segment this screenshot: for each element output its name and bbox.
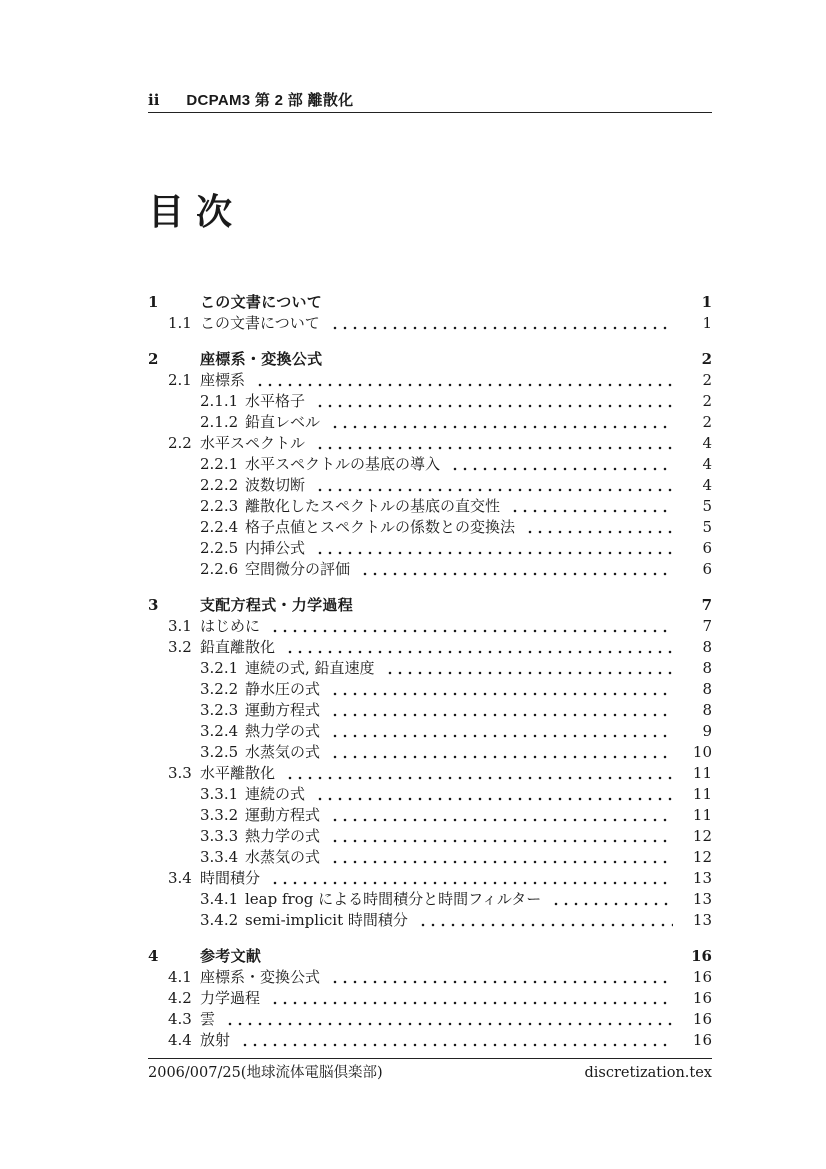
dot-leader	[327, 412, 673, 433]
entry-page-number: 16	[692, 1010, 712, 1028]
dot-leader	[312, 784, 673, 805]
dot-leader	[548, 889, 673, 910]
entry-title: 水平スペクトル	[200, 434, 306, 452]
entry-page-number: 6	[702, 539, 712, 557]
entry-title: 離散化したスペクトルの基底の直交性	[245, 497, 501, 515]
chapter-number: 2	[148, 350, 159, 368]
entry-number: 2.2	[168, 434, 192, 452]
chapter-spacer	[353, 595, 686, 616]
toc-entry-row	[148, 412, 712, 433]
entry-number: 3.4.1	[200, 890, 239, 908]
entry-page-number: 11	[692, 806, 712, 824]
toc-entry-row	[148, 910, 712, 931]
toc-list	[148, 292, 712, 1051]
entry-page-number: 4	[702, 434, 712, 452]
toc-entry-row	[148, 1009, 712, 1030]
entry-number: 2.2.2	[200, 476, 239, 494]
toc-entry-row	[148, 700, 712, 721]
entry-number: 2.2.4	[200, 518, 239, 536]
entry-number: 3.2.4	[200, 722, 239, 740]
entry-title: 座標系	[200, 371, 246, 389]
toc-entry-row	[148, 637, 712, 658]
entry-title: 雲	[200, 1010, 216, 1028]
entry-title: 水平格子	[245, 392, 306, 410]
dot-leader	[327, 700, 673, 721]
toc-entry-row	[148, 784, 712, 805]
toc-entry-row	[148, 826, 712, 847]
entry-title: 鉛直離散化	[200, 638, 276, 656]
toc-entry-row	[148, 868, 712, 889]
toc-entry-row	[148, 433, 712, 454]
entry-number: 1.1	[168, 314, 192, 332]
entry-page-number: 8	[702, 638, 712, 656]
dot-leader	[357, 559, 673, 580]
toc-title: 目 次	[148, 191, 234, 232]
chapter-number: 1	[148, 293, 159, 311]
entry-number: 4.1	[168, 968, 192, 986]
toc-entry-row	[148, 313, 712, 334]
entry-page-number: 12	[692, 827, 712, 845]
chapter-title: 座標系・変換公式	[200, 351, 323, 368]
entry-number: 2.1	[168, 371, 192, 389]
toc-entry-row	[148, 370, 712, 391]
entry-title: 連続の式	[245, 785, 306, 803]
entry-number: 3.2	[168, 638, 192, 656]
toc-chapter-row	[148, 349, 712, 370]
entry-page-number: 4	[702, 476, 712, 494]
entry-page-number: 1	[702, 314, 712, 332]
entry-title: 水平離散化	[200, 764, 276, 782]
toc-entry-row	[148, 847, 712, 868]
entry-page-number: 13	[692, 890, 712, 908]
dot-leader	[237, 1030, 673, 1051]
dot-leader	[312, 475, 673, 496]
entry-number: 4.2	[168, 989, 192, 1007]
entry-title: semi-implicit 時間積分	[245, 911, 408, 929]
toc-entry-row	[148, 538, 712, 559]
entry-title: 水平スペクトルの基底の導入	[245, 455, 441, 473]
entry-number: 3.4.2	[200, 911, 239, 929]
entry-title: 水蒸気の式	[245, 848, 321, 866]
toc-entry-row	[148, 616, 712, 637]
dot-leader	[312, 433, 673, 454]
entry-number: 3.3.4	[200, 848, 239, 866]
entry-page-number: 11	[692, 785, 712, 803]
header-rule	[148, 112, 712, 113]
toc-entry-row	[148, 1030, 712, 1051]
chapter-number: 3	[148, 596, 159, 614]
entry-title: 格子点値とスペクトルの係数との変換法	[245, 518, 516, 536]
dot-leader	[327, 721, 673, 742]
toc-entry-row	[148, 496, 712, 517]
dot-leader	[312, 538, 673, 559]
entry-title: 波数切断	[245, 476, 306, 494]
chapter-spacer	[322, 292, 686, 313]
dot-leader	[267, 988, 673, 1009]
footer-rule	[148, 1058, 712, 1059]
chapter-page-number: 7	[701, 596, 712, 614]
entry-number: 2.2.3	[200, 497, 239, 515]
entry-number: 3.2.3	[200, 701, 239, 719]
entry-page-number: 8	[702, 680, 712, 698]
header-title: DCPAM3 第 2 部 離散化	[186, 92, 354, 109]
entry-title: 力学過程	[200, 989, 261, 1007]
entry-title: 運動方程式	[245, 701, 321, 719]
entry-page-number: 11	[692, 764, 712, 782]
entry-number: 3.3.1	[200, 785, 239, 803]
dot-leader	[327, 805, 673, 826]
entry-title: 連続の式, 鉛直速度	[245, 659, 375, 677]
toc-entry-row	[148, 967, 712, 988]
chapter-number: 4	[148, 947, 159, 965]
chapter-page-number: 16	[691, 947, 712, 965]
footer-right: discretization.tex	[584, 1065, 712, 1081]
entry-number: 2.2.5	[200, 539, 239, 557]
dot-leader	[415, 910, 673, 931]
dot-leader	[382, 658, 673, 679]
entry-number: 3.4	[168, 869, 192, 887]
entry-number: 3.2.5	[200, 743, 239, 761]
entry-title: 空間微分の評価	[245, 560, 351, 578]
entry-page-number: 13	[692, 869, 712, 887]
chapter-spacer	[261, 946, 686, 967]
chapter-page-number: 2	[701, 350, 712, 368]
chapter-title: 支配方程式・力学過程	[200, 597, 354, 614]
entry-title: この文書について	[200, 314, 320, 332]
dot-leader	[252, 370, 673, 391]
entry-title: 内挿公式	[245, 539, 306, 557]
chapter-title: 参考文献	[200, 948, 262, 965]
entry-number: 3.3.2	[200, 806, 239, 824]
entry-number: 3.1	[168, 617, 192, 635]
toc-entry-row	[148, 763, 712, 784]
dot-leader	[447, 454, 673, 475]
entry-page-number: 2	[702, 371, 712, 389]
footer-left: 2006/007/25(地球流体電脳倶楽部)	[148, 1065, 383, 1081]
dot-leader	[267, 868, 673, 889]
toc-entry-row	[148, 679, 712, 700]
entry-page-number: 2	[702, 413, 712, 431]
entry-number: 3.2.1	[200, 659, 239, 677]
toc-entry-row	[148, 742, 712, 763]
dot-leader	[327, 313, 673, 334]
dot-leader	[327, 826, 673, 847]
toc-entry-row	[148, 559, 712, 580]
entry-number: 4.4	[168, 1031, 192, 1049]
toc-entry-row	[148, 721, 712, 742]
toc-entry-row	[148, 517, 712, 538]
entry-page-number: 4	[702, 455, 712, 473]
entry-page-number: 16	[692, 989, 712, 1007]
entry-title: 静水圧の式	[245, 680, 321, 698]
entry-page-number: 5	[702, 497, 712, 515]
dot-leader	[222, 1009, 673, 1030]
entry-number: 4.3	[168, 1010, 192, 1028]
entry-page-number: 5	[702, 518, 712, 536]
toc-entry-row	[148, 454, 712, 475]
entry-number: 2.1.1	[200, 392, 239, 410]
dot-leader	[327, 967, 673, 988]
entry-title: 鉛直レベル	[245, 413, 321, 431]
toc-chapter-row	[148, 946, 712, 967]
entry-number: 2.2.1	[200, 455, 239, 473]
entry-page-number: 16	[692, 1031, 712, 1049]
toc-chapter-row	[148, 595, 712, 616]
toc-chapter-row	[148, 292, 712, 313]
entry-page-number: 6	[702, 560, 712, 578]
dot-leader	[327, 679, 673, 700]
toc-entry-row	[148, 391, 712, 412]
header-page-number: ii	[148, 91, 160, 109]
entry-page-number: 8	[702, 701, 712, 719]
chapter-title: この文書について	[200, 294, 323, 311]
entry-title: 時間積分	[200, 869, 261, 887]
dot-leader	[312, 391, 673, 412]
entry-title: 運動方程式	[245, 806, 321, 824]
entry-title: 放射	[200, 1031, 231, 1049]
entry-page-number: 7	[702, 617, 712, 635]
page-footer	[148, 1064, 712, 1083]
entry-page-number: 8	[702, 659, 712, 677]
entry-page-number: 12	[692, 848, 712, 866]
dot-leader	[282, 763, 673, 784]
entry-number: 2.1.2	[200, 413, 239, 431]
dot-leader	[327, 847, 673, 868]
dot-leader	[522, 517, 673, 538]
entry-number: 2.2.6	[200, 560, 239, 578]
entry-title: 熱力学の式	[245, 722, 321, 740]
toc-entry-row	[148, 658, 712, 679]
chapter-spacer	[322, 349, 686, 370]
page-header	[148, 91, 712, 110]
entry-number: 3.2.2	[200, 680, 239, 698]
toc-entry-row	[148, 475, 712, 496]
toc-entry-row	[148, 805, 712, 826]
toc-entry-row	[148, 889, 712, 910]
dot-leader	[267, 616, 673, 637]
chapter-page-number: 1	[701, 293, 712, 311]
entry-title: はじめに	[200, 617, 261, 635]
entry-page-number: 2	[702, 392, 712, 410]
dot-leader	[282, 637, 673, 658]
entry-title: 水蒸気の式	[245, 743, 321, 761]
entry-page-number: 9	[702, 722, 712, 740]
dot-leader	[507, 496, 673, 517]
entry-page-number: 16	[692, 968, 712, 986]
entry-title: 熱力学の式	[245, 827, 321, 845]
toc-entry-row	[148, 988, 712, 1009]
entry-title: leap frog による時間積分と時間フィルター	[245, 890, 542, 908]
entry-title: 座標系・変換公式	[200, 968, 321, 986]
entry-page-number: 10	[692, 743, 712, 761]
entry-number: 3.3	[168, 764, 192, 782]
entry-number: 3.3.3	[200, 827, 239, 845]
entry-page-number: 13	[692, 911, 712, 929]
dot-leader	[327, 742, 673, 763]
